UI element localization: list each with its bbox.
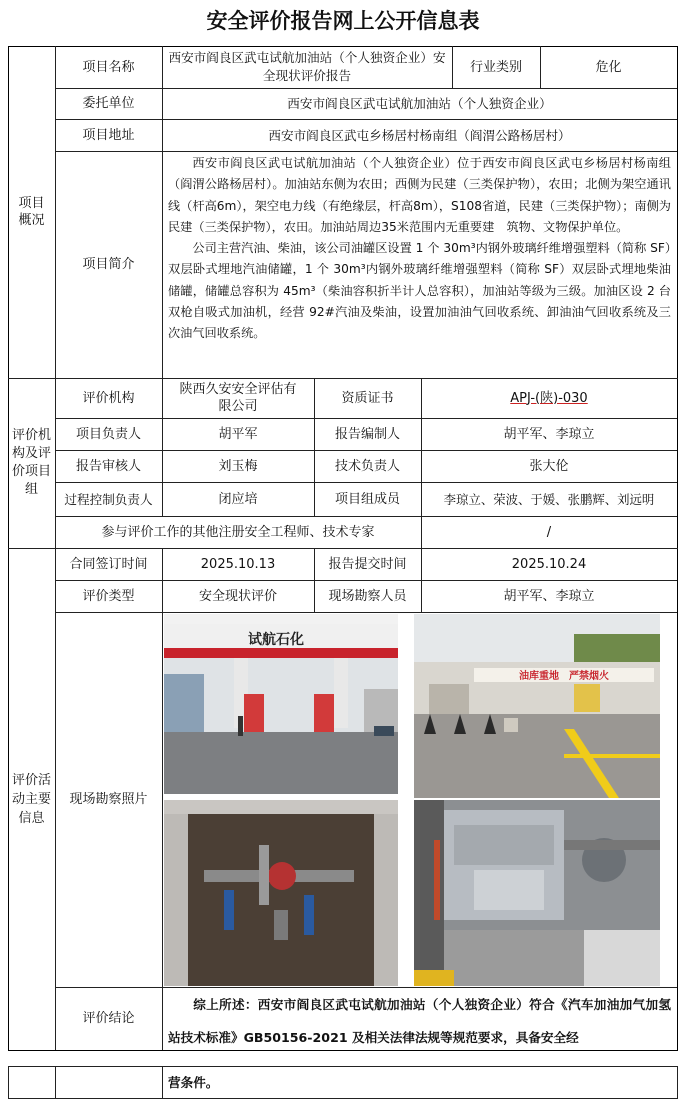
section-agency-label: 评价机 构及评 价项目 组: [11, 428, 51, 497]
cert-label: 资质证书: [341, 390, 394, 406]
photo-tank-area: [414, 614, 660, 798]
intro-paragraph-2: 公司主营汽油、柴油，该公司油罐区设置 1 个 30m³内钢外玻璃纤维增强塑料（简称 SF）双层卧式埋地汽油储罐，1 个 30m³内钢外玻璃纤维增强塑料（简称 SF）双层卧式埋地柴油储罐，储罐总容积为 45m³（柴油容积折半计人总容积），加油站等级为三级。加油区设 2 台双枪自吸式加油机，经营 92#汽油及柴油，设置加油油气回收系统、卸油油气回收系统及三次油气回收系统。: [168, 241, 671, 341]
survey-label: 现场勘察人员: [328, 588, 407, 604]
station-sign-text: 试航石化: [248, 632, 304, 648]
photos-label: 现场勘察照片: [69, 792, 148, 807]
type-label: 评价类型: [82, 588, 135, 604]
conclusion-label: 评价结论: [82, 1011, 135, 1026]
survey-value: 胡平军、李琼立: [503, 588, 595, 604]
contract-label: 合同签订时间: [69, 556, 148, 572]
conclusion-text: 综上所述：西安市阎良区武屯试航加油站（个人独资企业）符合《汽车加油加气加氢站技术标准》GB50156-2021 及相关法律法规等规范要求，具备安全经: [168, 997, 671, 1045]
photo-station-canopy: [164, 614, 398, 794]
reviewer-value: 刘玉梅: [218, 458, 258, 474]
intro-text: [162, 153, 677, 377]
process-label: 过程控制负责人: [64, 491, 153, 507]
org-value: 陕西久安安全评估有限公司: [179, 382, 297, 414]
photo-dispenser-internals: [414, 800, 660, 986]
address-value: 西安市阎良区武屯乡杨居村杨南组（阎渭公路杨居村）: [268, 127, 571, 143]
author-label: 报告编制人: [334, 426, 400, 442]
members-value: 李琼立、荣波、于媛、张鹏辉、刘远明: [443, 491, 655, 507]
client-value: 西安市阎良区武屯试航加油站（个人独资企业）: [287, 96, 552, 111]
industry-value: 危化: [595, 59, 622, 75]
industry-label: 行业类别: [469, 59, 522, 75]
conclusion-tail: 营条件。: [168, 1075, 219, 1090]
process-value: 闭应培: [218, 491, 258, 507]
tech-value: 张大伦: [529, 458, 569, 474]
intro-label: 项目简介: [82, 257, 135, 272]
project-name-value: 西安市阎良区武屯试航加油站（个人独资企业）安全现状评价报告: [168, 50, 446, 83]
leader-value: 胡平军: [218, 426, 258, 442]
others-label: 参与评价工作的其他注册安全工程师、技术专家: [101, 524, 375, 540]
contract-value: 2025.10.13: [200, 556, 276, 572]
tank-sign-text: 油库重地 严禁烟火: [519, 671, 609, 682]
leader-label: 项目负责人: [75, 426, 141, 442]
author-value: 胡平军、李琼立: [503, 426, 595, 442]
org-label: 评价机构: [82, 390, 135, 406]
members-label: 项目组成员: [334, 491, 400, 507]
tech-label: 技术负责人: [334, 458, 400, 474]
type-value: 安全现状评价: [198, 588, 277, 604]
intro-paragraph-1: 西安市阎良区武屯试航加油站（个人独资企业）位于西安市阎良区武屯乡杨居村杨南组（阎渭公路杨居村）。加油站东侧为农田；西侧为民建（三类保护物），农田；北侧为架空通讯线（杆高6m），架空电力线（有绝缘层，杆高8m），S108省道，民建（三类保护物）；南侧为民建（三类保护物），农田。加油站周边35米范围内无重要建 筑物、文物保护单位。: [168, 156, 671, 234]
address-label: 项目地址: [82, 127, 135, 143]
section-overview-label: 项目 概况: [18, 196, 45, 228]
cert-value: APJ-(陕)-030: [510, 390, 588, 406]
section-activity-label: 评价活 动主要 信息: [11, 772, 51, 826]
page-title: 安全评价报告网上公开信息表: [206, 9, 480, 33]
submit-label: 报告提交时间: [328, 556, 407, 572]
submit-value: 2025.10.24: [511, 556, 587, 572]
photo-pipe-valve: [164, 800, 398, 986]
others-value: /: [546, 524, 552, 540]
project-name-label: 项目名称: [82, 59, 135, 75]
reviewer-label: 报告审核人: [75, 458, 141, 474]
client-label: 委托单位: [82, 96, 135, 111]
